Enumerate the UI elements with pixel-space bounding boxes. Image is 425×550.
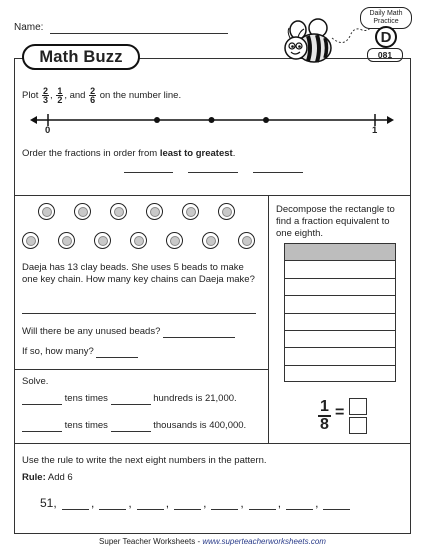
decompose-instructions: Decompose the rectangle to find a fraction equivalent to one eighth. [276,204,395,239]
hundreds-blank[interactable] [111,395,151,405]
bead-icon [38,203,55,220]
bee-icon [284,18,334,66]
bead-problem: Daeja has 13 clay beads. She uses 5 beads to make one key chain. How many key chains can Daeja make? [22,262,255,285]
order-answer-3[interactable] [253,172,303,173]
pattern-comma: , [91,496,95,510]
numberline-mark-3[interactable] [263,117,269,123]
fraction: $\frac{2}{6}$ [90,86,96,105]
divider [14,369,268,370]
equals-sign: = [335,404,345,421]
pattern-blank[interactable] [137,498,164,510]
divider [268,195,269,369]
name-label: Name: [14,22,44,33]
pattern-comma: , [203,496,207,510]
worksheet-number: 081 [367,48,403,62]
bead-icon [238,232,255,249]
rectangle-row[interactable] [285,244,395,261]
rectangle-row[interactable] [285,366,395,383]
divider [268,369,269,443]
how-many-answer[interactable] [96,348,138,358]
order-instructions: Order the fractions in order from least to greatest. [22,148,236,159]
numberline-label-zero: 0 [45,125,51,136]
rectangle-row[interactable] [285,296,395,313]
equivalent-denominator-box[interactable] [349,417,367,434]
footer-url[interactable]: www.superteacherworksheets.com [202,537,326,546]
pattern-blank[interactable] [99,498,126,510]
rectangle-row[interactable] [285,279,395,296]
key-chain-answer[interactable] [22,313,256,314]
pattern-blank[interactable] [211,498,238,510]
one-eighth-fraction: 1 8 [320,398,329,433]
pattern-comma: , [277,496,282,510]
decompose-rectangle[interactable] [284,243,396,382]
pattern-blank[interactable] [286,498,313,510]
order-answer-1[interactable] [124,172,173,173]
pattern-blank[interactable] [174,498,201,510]
number-line[interactable] [30,110,394,130]
name-field[interactable] [50,33,228,34]
bead-icon [202,232,219,249]
pattern-comma: , [240,496,244,510]
order-answer-2[interactable] [188,172,238,173]
rectangle-row[interactable] [285,348,395,365]
numberline-mark-1[interactable] [154,117,160,123]
numberline-mark-2[interactable] [209,117,215,123]
unused-beads-question: Will there be any unused beads? [22,326,235,338]
fraction: $\frac{2}{3}$ [43,86,49,105]
footer-brand: Super Teacher Worksheets - [99,537,203,546]
bead-icon [74,203,91,220]
worksheet-title: Math Buzz [22,44,140,70]
bead-icon [166,232,183,249]
solve-line-2: tens times thousands is 400,000. [22,420,246,432]
pattern-comma: , [315,496,319,510]
numberline-label-one: 1 [372,125,378,136]
pattern-answers [40,496,352,510]
tens-blank-1[interactable] [22,395,62,405]
solve-label: Solve. [22,376,49,387]
bead-icon [130,232,147,249]
divider [14,443,411,444]
pattern-rule: Rule: Add 6 [22,472,73,483]
pattern-blank[interactable] [62,498,89,510]
pattern-blank[interactable] [323,498,350,510]
footer [0,537,425,546]
bead-icon [58,232,75,249]
how-many-question: If so, how many? [22,346,138,358]
rectangle-row[interactable] [285,314,395,331]
plot-instructions: Plot $\frac{2}{3}$ , $\frac{1}{2}$ , and $\frac{2}{6}$ on the number line. [22,86,182,105]
equivalent-numerator-box[interactable] [349,398,367,415]
bead-icon [94,232,111,249]
pattern-instructions: Use the rule to write the next eight numbers in the pattern. [22,455,267,466]
bead-icon [110,203,127,220]
bead-icon [218,203,235,220]
fraction: $\frac{1}{2}$ [57,86,63,105]
pattern-comma: , [128,496,132,510]
rectangle-row[interactable] [285,331,395,348]
pattern-blank[interactable] [249,498,276,510]
bead-icon [146,203,163,220]
unused-answer[interactable] [163,328,235,338]
pattern-start: 51, [40,496,57,510]
rectangle-row[interactable] [285,261,395,278]
solve-line-1: tens times hundreds is 21,000. [22,393,237,405]
bead-icon [182,203,199,220]
divider [14,195,411,196]
thousands-blank[interactable] [111,422,151,432]
tens-blank-2[interactable] [22,422,62,432]
daily-math-badge: Daily Math Practice [360,7,412,29]
bead-icon [22,232,39,249]
level-letter: D [375,26,397,48]
pattern-comma: , [165,496,170,510]
